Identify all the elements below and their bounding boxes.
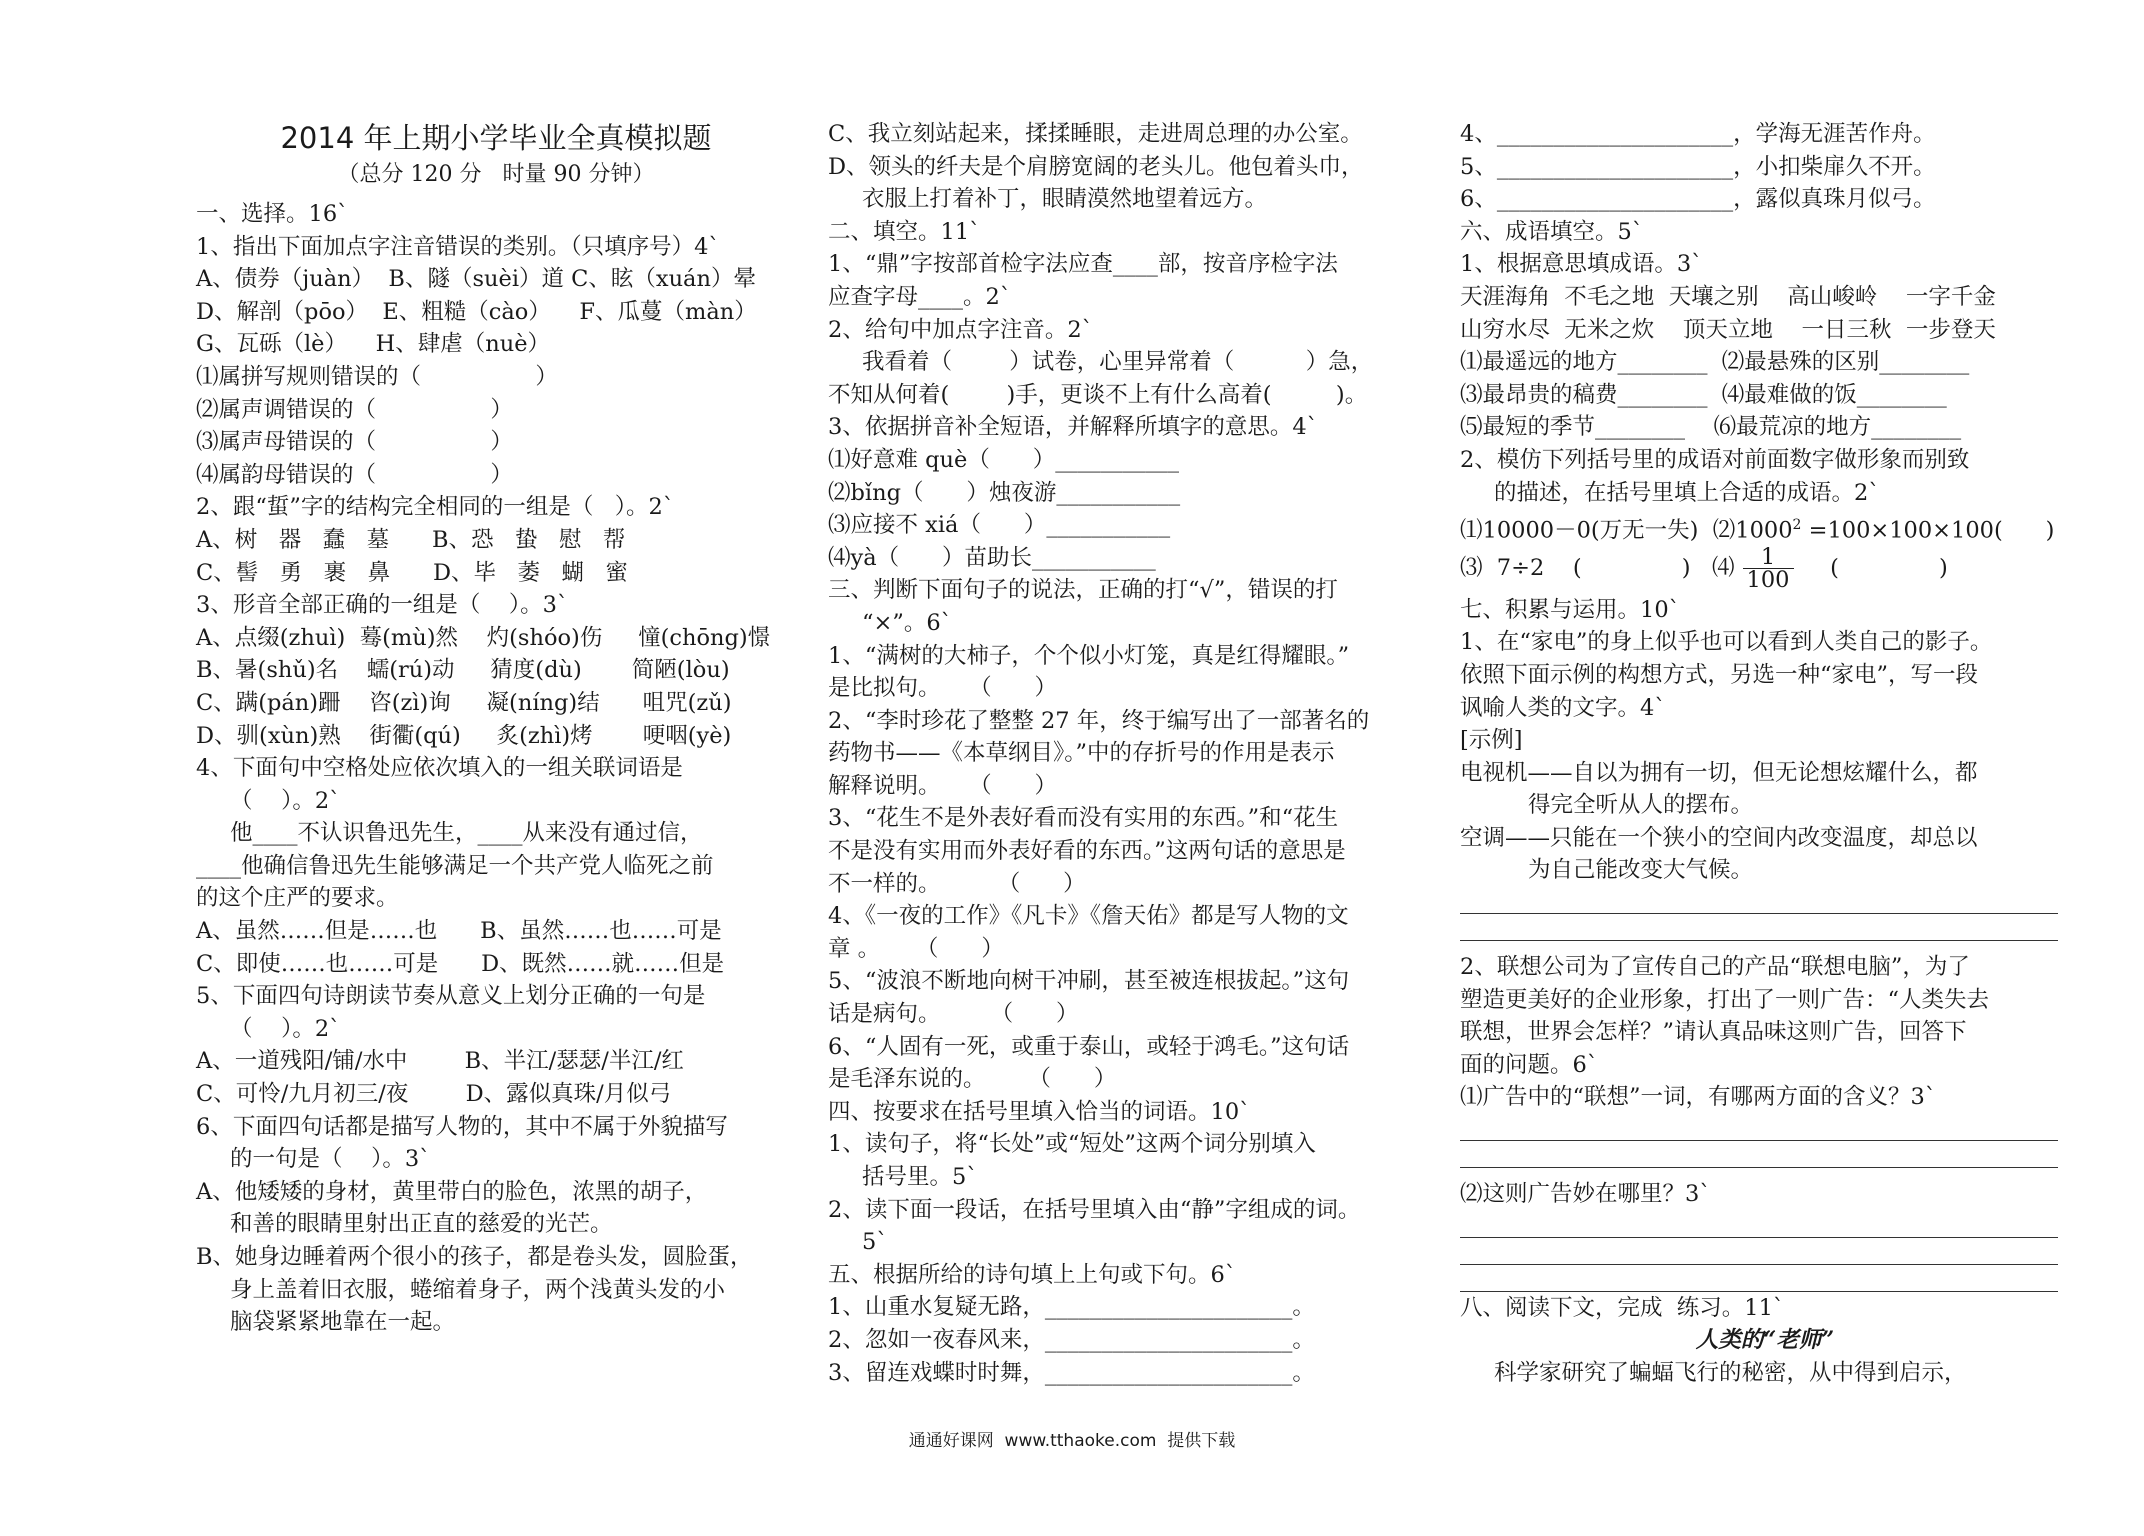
option-line: C、蹒(pán)跚 咨(zì)询 凝(níng)结 咀咒(zǔ) <box>196 689 732 716</box>
fill-line: ⑷yà（ ）苗助长___________ <box>828 544 1156 571</box>
fill-line: ⑸最短的季节________ ⑹最荒凉的地方________ <box>1460 414 1962 441</box>
section-heading: 五、根据所给的诗句填上上句或下句。6` <box>828 1261 1237 1288</box>
poem-line: 4、_____________________，学海无涯苦作舟。 <box>1460 121 1936 147</box>
question-line: 2、“李时珍花了整整 27 年，终于编写出了一部著名的 <box>828 707 1370 734</box>
poem-line: 5、_____________________，小扣柴扉久不开。 <box>1460 153 1936 180</box>
example-line: 电视机——自以为拥有一切，但无论想炫耀什么，都 <box>1460 759 1978 786</box>
answer-line: ⑷属韵母错误的（ ） <box>196 461 513 488</box>
option-line: C、即使……也……可是 D、既然……就……但是 <box>196 950 725 977</box>
question-line: 2、给句中加点字注音。2` <box>828 316 1093 343</box>
question-line: 塑造更美好的企业形象，打出了一则广告：“人类失去 <box>1460 986 1990 1013</box>
option-line: C、髻 勇 裹 鼻 D、毕 萎 蝴 蜜 <box>196 559 628 586</box>
example-label: [示例] <box>1460 727 1523 754</box>
idiom-list: 山穷水尽 无米之炊 顶天立地 一日三秋 一步登天 <box>1460 316 1996 343</box>
column-middle <box>828 118 1428 1389</box>
question-line: 是比拟句。 （ ） <box>828 675 1058 702</box>
question-line: 3、依据拼音补全短语，并解释所填字的意思。4` <box>828 414 1318 441</box>
exam-title: 2014 年上期小学毕业全真模拟题 <box>280 121 712 155</box>
essay-line: 科学家研究了蝙蝠飞行的秘密，从中得到启示， <box>1494 1359 1967 1386</box>
question-line: 1、读句子，将“长处”或“短处”这两个词分别填入 <box>828 1131 1316 1158</box>
section-heading: “×”。6` <box>862 609 952 636</box>
answer-blank[interactable] <box>1460 914 2058 941</box>
poem-line: 6、_____________________，露似真珠月似弓。 <box>1460 186 1936 213</box>
section-heading: 二、填空。11` <box>828 218 981 245</box>
question-line: ⑴广告中的“联想”一词，有哪两方面的含义？3` <box>1460 1084 1937 1111</box>
exam-subtitle: （总分 120 分 时量 90 分钟） <box>337 162 655 187</box>
option-line: D、驯(xùn)熟 街衢(qú) 炙(zhì)烤 哽咽(yè) <box>196 722 732 749</box>
question-line: 括号里。5` <box>862 1164 978 1190</box>
question-line: 话是病句。 （ ） <box>828 1001 1079 1028</box>
question-line: 6、下面四句话都是描写人物的，其中不属于外貌描写 <box>196 1113 728 1140</box>
question-line: 5、“波浪不断地向树干冲刷，甚至被连根拔起。”这句 <box>828 968 1350 995</box>
question-line: 1、“鼎”字按部首检字法应查____部，按音序检字法 <box>828 251 1338 278</box>
answer-blank[interactable] <box>1460 1238 2058 1265</box>
option-line: D、领头的纤夫是个肩膀宽阔的老头儿。他包着头巾， <box>828 153 1364 180</box>
option-line: A、一道残阳/铺/水中 B、半江/瑟瑟/半江/红 <box>196 1048 684 1075</box>
option-line: A、树 器 蠢 墓 B、恐 蛰 慰 帮 <box>196 526 626 553</box>
option-line: A、虽然……但是……也 B、虽然……也……可是 <box>196 918 722 945</box>
fill-line: ⑶最昂贵的稿费________ ⑷最难做的饭________ <box>1460 381 1947 408</box>
poem-line: 3、留连戏蝶时时舞，______________________。 <box>828 1359 1315 1386</box>
answer-blank[interactable] <box>1460 1114 2058 1141</box>
question-line: 章 。 （ ） <box>828 935 1004 962</box>
option-line: A、他矮矮的身材，黄里带白的脸色，浓黑的胡子， <box>196 1178 708 1205</box>
question-line: 依照下面示例的构想方式，另选一种“家电”，写一段 <box>1460 661 1979 688</box>
option-line: 身上盖着旧衣服，蜷缩着身子，两个浅黄头发的小 <box>230 1276 726 1303</box>
answer-line: ⑶属声母错误的（ ） <box>196 429 513 456</box>
question-line: 的描述，在括号里填上合适的成语。2` <box>1494 479 1880 506</box>
fill-line: ⑵bǐng（ ）烛夜游___________ <box>828 479 1181 506</box>
question-line: 2、读下面一段话，在括号里填入由“静”字组成的词。 <box>828 1196 1361 1223</box>
question-line: 5` <box>862 1229 888 1256</box>
question-line: 3、形音全部正确的一组是（ ）。3` <box>196 592 569 619</box>
question-line: 药物书——《本草纲目》。”中的存折号的作用是表示 <box>828 740 1335 767</box>
column-left <box>196 118 796 1339</box>
question-line: 应查字母____。2` <box>828 283 1012 310</box>
answer-line: ⑵属声调错误的（ ） <box>196 396 513 423</box>
question-line: 联想，世界会怎样？”请认真品味这则广告，回答下 <box>1460 1019 1967 1046</box>
question-line: 5、下面四句诗朗读节奏从意义上划分正确的一句是 <box>196 983 706 1010</box>
option-line: A、债券（juàn） B、隧（suèi）道 C、眩（xuán）晕 <box>196 266 756 293</box>
option-line: G、瓦砾（lè） H、肆虐（nuè） <box>196 331 551 358</box>
answer-blank[interactable] <box>1460 887 2058 914</box>
fill-line: ⑴好意难 què（ ）___________ <box>828 446 1180 473</box>
question-line: 讽喻人类的文字。4` <box>1460 694 1666 721</box>
section-heading: 六、成语填空。5` <box>1460 218 1644 245</box>
question-line: （ ）。2` <box>230 787 341 814</box>
question-line: 1、在“家电”的身上似乎也可以看到人类自己的影子。 <box>1460 629 1993 656</box>
option-line: C、可怜/九月初三/夜 D、露似真珠/月似弓 <box>196 1081 672 1108</box>
column-right <box>1460 118 2070 1389</box>
section-heading: 一、选择。16` <box>196 201 349 227</box>
page-footer: 通通好课网 www.tthaoke.com 提供下载 <box>908 1431 1236 1451</box>
question-line: 解释说明。 （ ） <box>828 772 1058 799</box>
section-heading: 七、积累与运用。10` <box>1460 596 1680 623</box>
question-line: 1、“满树的大柿子，个个似小灯笼，真是红得耀眼。” <box>828 642 1350 669</box>
example-line: 得完全听从人的摆布。 <box>1528 792 1754 819</box>
question-line: 的一句是（ ）。3` <box>230 1146 431 1173</box>
question-line: 2、模仿下列括号里的成语对前面数字做形象而别致 <box>1460 446 1970 473</box>
option-line: 和善的眼睛里射出正直的慈爱的光芒。 <box>230 1211 613 1238</box>
question-line: 6、“人固有一死，或重于泰山，或轻于鸿毛。”这句话 <box>828 1033 1350 1060</box>
question-line: 3、“花生不是外表好看而没有实用的东西。”和“花生 <box>828 805 1339 832</box>
passage-line: 的这个庄严的要求。 <box>196 885 399 912</box>
poem-line: 2、忽如一夜春风来，______________________。 <box>828 1326 1315 1353</box>
question-line: 不是没有实用而外表好看的东西。”这两句话的意思是 <box>828 838 1346 865</box>
example-line: 为自己能改变大气候。 <box>1528 857 1754 884</box>
question-line: 是毛泽东说的。 （ ） <box>828 1066 1117 1093</box>
poem-line: 1、山重水复疑无路，______________________。 <box>828 1294 1315 1321</box>
question-line: 4、下面句中空格处应依次填入的一组关联词语是 <box>196 755 683 782</box>
fill-line: ⑶应接不 xiá（ ）___________ <box>828 512 1171 539</box>
answer-blank[interactable] <box>1460 1211 2058 1238</box>
question-line: 1、指出下面加点字注音错误的类别。（只填序号）4` <box>196 233 720 260</box>
answer-blank[interactable] <box>1460 1265 2058 1292</box>
option-line: D、解剖（pōo） E、粗糙（cào） F、瓜蔓（màn） <box>196 298 757 325</box>
answer-line: ⑴属拼写规则错误的（ ） <box>196 363 558 390</box>
math-line-2: ⑶ 7÷2 ( ) ⑷ $\frac{1}{100}$ ( ) <box>1460 544 1948 594</box>
fill-line: ⑴最遥远的地方________ ⑵最悬殊的区别________ <box>1460 349 1970 376</box>
question-line: 1、根据意思填成语。3` <box>1460 251 1703 278</box>
option-line: A、点缀(zhuì) 蓦(mù)然 灼(shóo)伤 憧(chōng)憬 <box>196 624 771 651</box>
question-line: 4、《一夜的工作》《凡卡》《詹天佑》都是写人物的文 <box>828 903 1349 930</box>
option-line: B、暑(shǔ)名 蠕(rú)动 猜度(dù) 简陋(lòu) <box>196 657 730 684</box>
passage-line: 不知从何着( )手，更谈不上有什么高着( )。 <box>828 381 1368 408</box>
example-line: 空调——只能在一个狭小的空间内改变温度，却总以 <box>1460 824 1978 851</box>
question-line: ⑵这则广告妙在哪里？3` <box>1460 1181 1711 1208</box>
passage-line: ____他确信鲁迅先生能够满足一个共产党人临死之前 <box>196 852 714 879</box>
section-heading: 八、阅读下文，完成 练习。11` <box>1460 1294 1785 1321</box>
answer-blank[interactable] <box>1460 1141 2058 1168</box>
passage-line: 他____不认识鲁迅先生，____从来没有通过信， <box>230 820 703 847</box>
option-line: C、我立刻站起来，揉揉睡眼，走进周总理的办公室。 <box>828 121 1363 147</box>
section-heading: 四、按要求在括号里填入恰当的词语。10` <box>828 1098 1251 1125</box>
math-line-1: ⑴10000－0(万无一失) $⑵1000^2 =100\times 100\times 100$( ) <box>1460 517 2055 544</box>
question-line: 2、跟“蜇”字的结构完全相同的一组是（ ）。2` <box>196 494 675 521</box>
question-line: 2、联想公司为了宣传自己的产品“联想电脑”，为了 <box>1460 954 1970 981</box>
essay-title: 人类的“老师” <box>1695 1327 1835 1354</box>
question-line: 面的问题。6` <box>1460 1051 1599 1078</box>
option-line: 衣服上打着补丁，眼睛漠然地望着远方。 <box>862 186 1268 213</box>
section-heading: 三、判断下面句子的说法，正确的打“√”，错误的打 <box>828 577 1338 604</box>
question-line: 不一样的。 （ ） <box>828 870 1086 897</box>
fraction: $\frac{1}{100}$ <box>1743 546 1794 591</box>
option-line: B、她身边睡着两个很小的孩子，都是卷头发，圆脸蛋， <box>196 1244 753 1270</box>
question-line: （ ）。2` <box>230 1015 341 1042</box>
option-line: 脑袋紧紧地靠在一起。 <box>230 1309 456 1336</box>
passage-line: 我看着（ ）试卷，心里异常着（ ）急， <box>862 349 1374 376</box>
idiom-list: 天涯海角 不毛之地 天壤之别 高山峻岭 一字千金 <box>1460 283 1996 310</box>
